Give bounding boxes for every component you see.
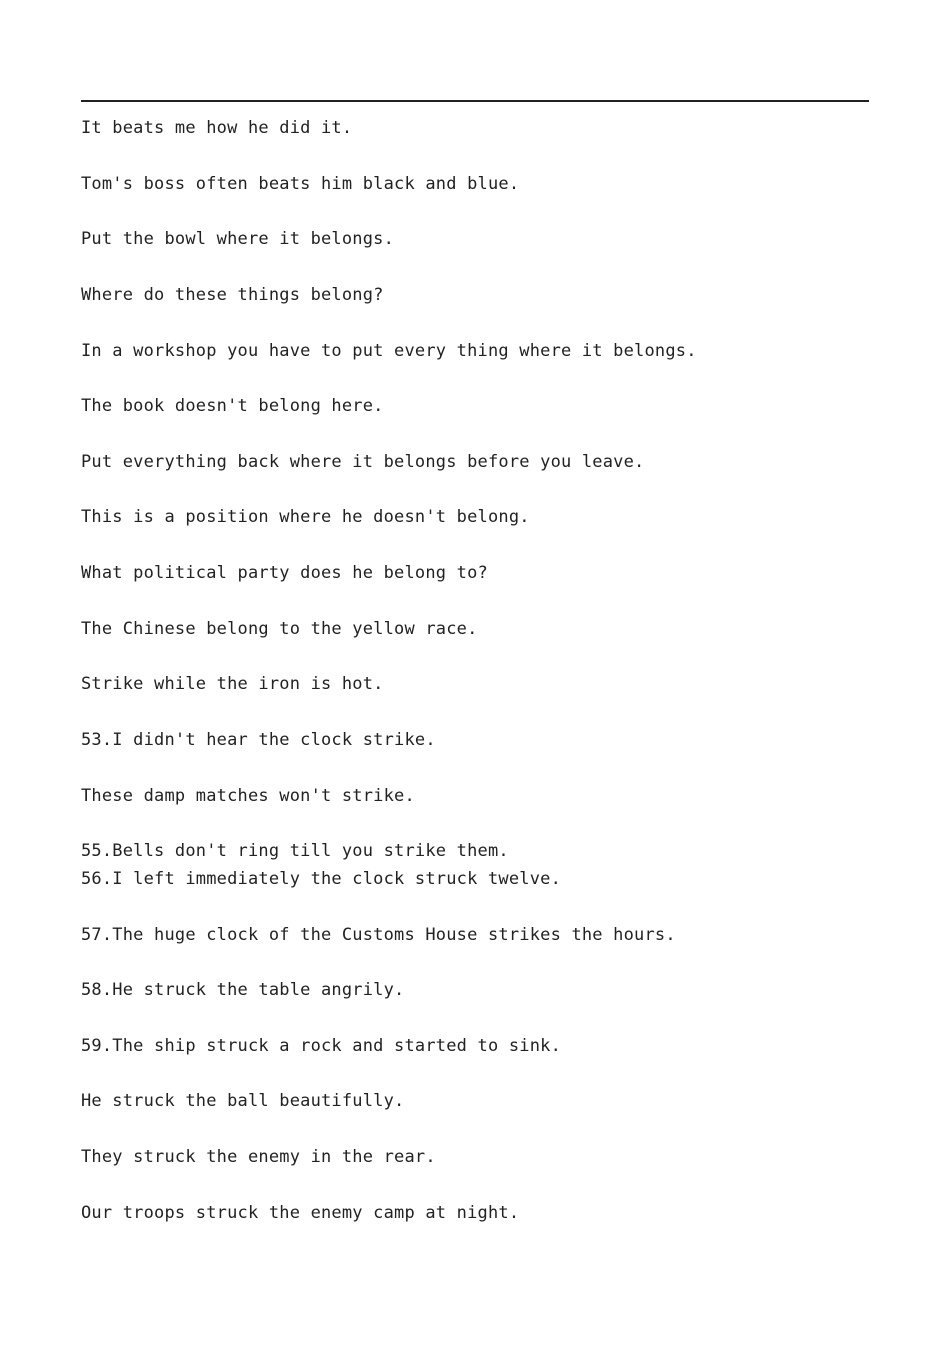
header-rule	[81, 100, 869, 102]
text-line: 59.The ship struck a rock and started to sink.	[81, 1036, 562, 1056]
text-line: Strike while the iron is hot.	[81, 674, 384, 694]
text-line: These damp matches won't strike.	[81, 786, 415, 806]
text-line: It beats me how he did it.	[81, 118, 353, 138]
text-line: Our troops struck the enemy camp at night.	[81, 1203, 520, 1223]
text-line: In a workshop you have to put every thing where it belongs.	[81, 341, 697, 361]
text-line: Where do these things belong?	[81, 285, 384, 305]
text-line: Tom's boss often beats him black and blue.	[81, 174, 520, 194]
text-line: 55.Bells don't ring till you strike them.	[81, 841, 509, 861]
text-line: They struck the enemy in the rear.	[81, 1147, 436, 1167]
text-line: Put everything back where it belongs before you leave.	[81, 452, 645, 472]
text-line: Put the bowl where it belongs.	[81, 229, 395, 249]
text-line: 58.He struck the table angrily.	[81, 980, 405, 1000]
text-line: 57.The huge clock of the Customs House strikes the hours.	[81, 925, 676, 945]
text-line: He struck the ball beautifully.	[81, 1091, 405, 1111]
text-line: 53.I didn't hear the clock strike.	[81, 730, 436, 750]
text-line: What political party does he belong to?	[81, 563, 488, 583]
text-line: 56.I left immediately the clock struck twelve.	[81, 869, 562, 889]
text-line: This is a position where he doesn't belong.	[81, 507, 530, 527]
text-line: The book doesn't belong here.	[81, 396, 384, 416]
text-line: The Chinese belong to the yellow race.	[81, 619, 478, 639]
